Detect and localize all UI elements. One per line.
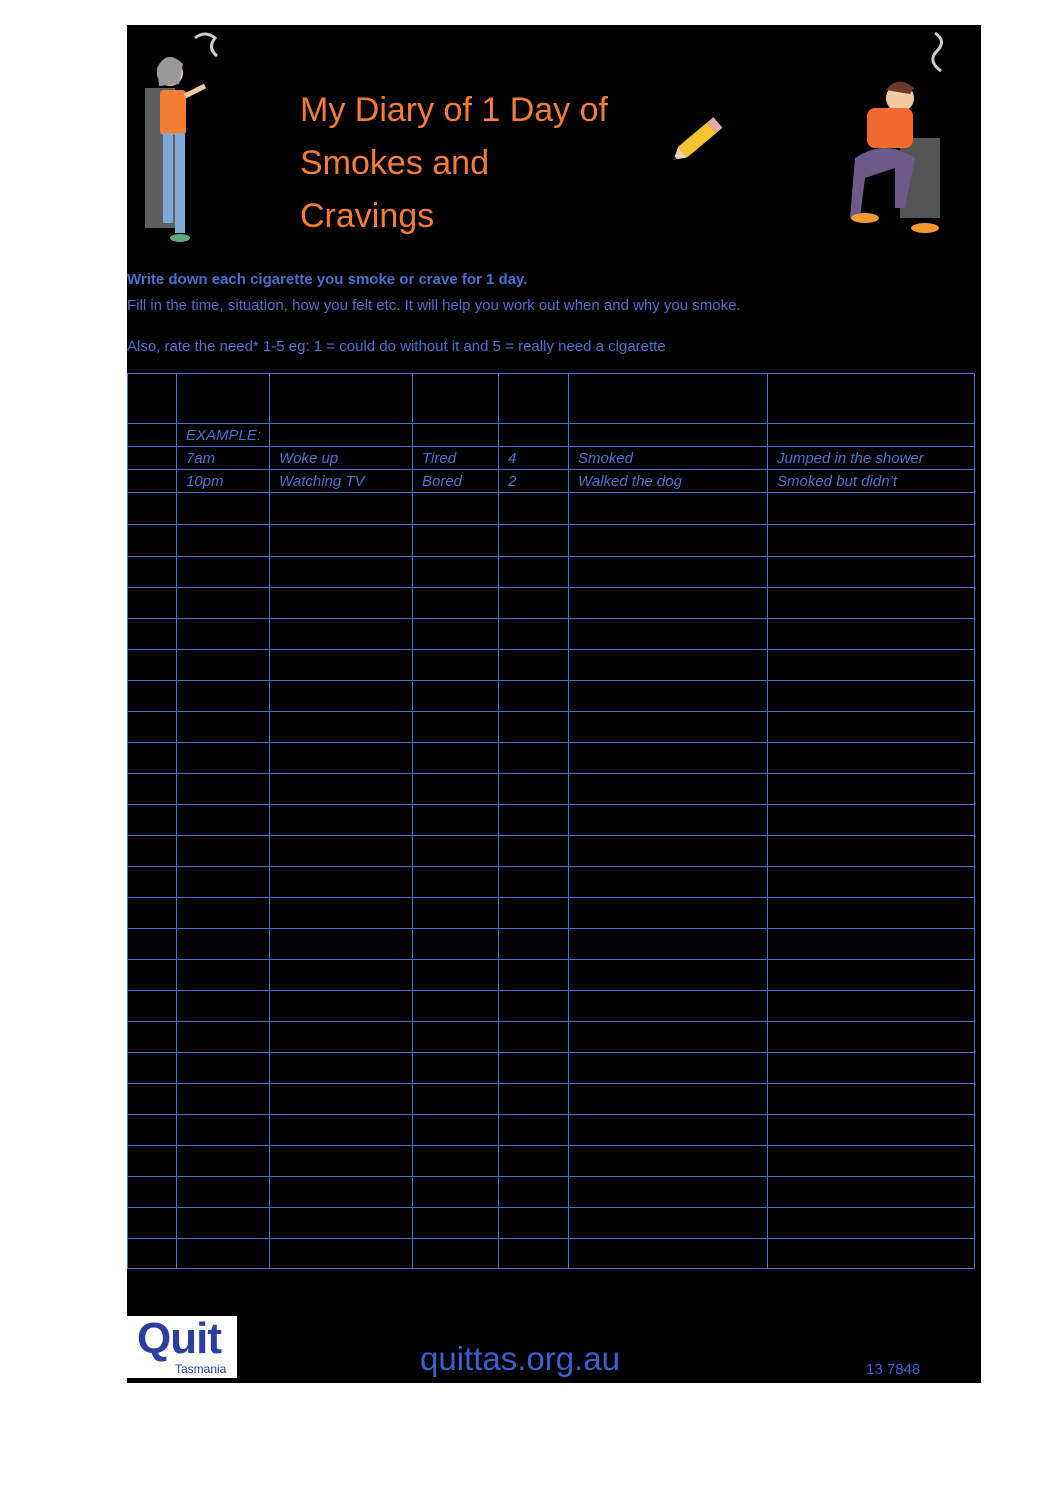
blank-cell[interactable] bbox=[413, 493, 499, 525]
blank-cell[interactable] bbox=[499, 557, 569, 588]
blank-cell[interactable] bbox=[128, 1115, 177, 1146]
blank-cell[interactable] bbox=[499, 774, 569, 805]
blank-cell[interactable] bbox=[413, 1208, 499, 1239]
blank-cell[interactable] bbox=[270, 1239, 413, 1269]
blank-cell[interactable] bbox=[270, 1146, 413, 1177]
header-cell bbox=[413, 374, 499, 424]
blank-cell[interactable] bbox=[768, 493, 975, 525]
blank-cell[interactable] bbox=[768, 1115, 975, 1146]
header-cell bbox=[128, 374, 177, 424]
blank-cell[interactable] bbox=[128, 929, 177, 960]
blank-cell[interactable] bbox=[499, 525, 569, 557]
instruction-line-2: Fill in the time, situation, how you felt etc. It will help you work out when and why you smoke. bbox=[127, 297, 741, 314]
blank-cell[interactable] bbox=[569, 1084, 768, 1115]
blank-cell[interactable] bbox=[768, 867, 975, 898]
blank-cell[interactable] bbox=[499, 1115, 569, 1146]
blank-cell[interactable] bbox=[499, 991, 569, 1022]
blank-cell[interactable] bbox=[413, 681, 499, 712]
blank-cell[interactable] bbox=[270, 1084, 413, 1115]
blank-row bbox=[128, 743, 975, 774]
blank-cell[interactable] bbox=[128, 898, 177, 929]
blank-cell[interactable] bbox=[569, 493, 768, 525]
blank-row bbox=[128, 1146, 975, 1177]
blank-cell[interactable] bbox=[768, 1022, 975, 1053]
woman-smoking-illustration bbox=[135, 28, 245, 248]
blank-cell[interactable] bbox=[569, 805, 768, 836]
blank-row bbox=[128, 898, 975, 929]
blank-cell[interactable] bbox=[177, 712, 270, 743]
blank-cell[interactable] bbox=[499, 898, 569, 929]
blank-cell[interactable] bbox=[499, 1146, 569, 1177]
blank-cell[interactable] bbox=[270, 588, 413, 619]
blank-cell[interactable] bbox=[569, 774, 768, 805]
blank-row bbox=[128, 867, 975, 898]
blank-cell[interactable] bbox=[569, 1239, 768, 1269]
blank-cell[interactable] bbox=[177, 1208, 270, 1239]
blank-cell[interactable] bbox=[128, 867, 177, 898]
blank-cell[interactable] bbox=[413, 1177, 499, 1208]
blank-cell[interactable] bbox=[413, 991, 499, 1022]
blank-row bbox=[128, 1022, 975, 1053]
blank-cell[interactable] bbox=[768, 1053, 975, 1084]
blank-cell[interactable] bbox=[413, 650, 499, 681]
blank-cell[interactable] bbox=[128, 1177, 177, 1208]
blank-cell[interactable] bbox=[128, 836, 177, 867]
blank-cell[interactable] bbox=[270, 493, 413, 525]
example-label-row bbox=[128, 424, 975, 447]
example-feeling: Bored bbox=[413, 470, 499, 493]
example-label: EXAMPLE: bbox=[177, 424, 270, 447]
website-link[interactable]: quittas.org.au bbox=[420, 1340, 620, 1377]
blank-cell[interactable] bbox=[499, 650, 569, 681]
blank-cell[interactable] bbox=[569, 1208, 768, 1239]
blank-cell[interactable] bbox=[128, 525, 177, 557]
blank-cell[interactable] bbox=[768, 619, 975, 650]
quit-tasmania-logo bbox=[127, 1316, 237, 1378]
blank-cell[interactable] bbox=[270, 525, 413, 557]
blank-cell[interactable] bbox=[413, 588, 499, 619]
blank-cell[interactable] bbox=[499, 1208, 569, 1239]
blank-cell[interactable] bbox=[499, 493, 569, 525]
blank-row bbox=[128, 493, 975, 525]
blank-cell[interactable] bbox=[270, 681, 413, 712]
header-cell bbox=[177, 374, 270, 424]
blank-cell[interactable] bbox=[569, 1022, 768, 1053]
blank-cell[interactable] bbox=[768, 991, 975, 1022]
blank-cell[interactable] bbox=[128, 1053, 177, 1084]
blank-cell[interactable] bbox=[413, 805, 499, 836]
blank-row bbox=[128, 836, 975, 867]
blank-cell[interactable] bbox=[569, 588, 768, 619]
blank-cell[interactable] bbox=[768, 525, 975, 557]
blank-row bbox=[128, 929, 975, 960]
blank-cell[interactable] bbox=[569, 1146, 768, 1177]
man-smoking-illustration bbox=[845, 28, 955, 243]
blank-cell[interactable] bbox=[413, 557, 499, 588]
header-cell bbox=[499, 374, 569, 424]
blank-cell[interactable] bbox=[177, 805, 270, 836]
blank-row bbox=[128, 1177, 975, 1208]
blank-cell[interactable] bbox=[270, 1053, 413, 1084]
blank-cell[interactable] bbox=[413, 619, 499, 650]
blank-cell[interactable] bbox=[569, 898, 768, 929]
blank-cell[interactable] bbox=[128, 991, 177, 1022]
blank-cell[interactable] bbox=[413, 960, 499, 991]
title-line-1: My Diary of 1 Day of bbox=[300, 91, 608, 129]
blank-cell[interactable] bbox=[128, 650, 177, 681]
blank-cell[interactable] bbox=[270, 991, 413, 1022]
blank-cell[interactable] bbox=[768, 805, 975, 836]
title-line-3: Cravings bbox=[300, 197, 435, 235]
blank-row bbox=[128, 805, 975, 836]
blank-row bbox=[128, 619, 975, 650]
blank-cell[interactable] bbox=[177, 1115, 270, 1146]
blank-cell[interactable] bbox=[569, 929, 768, 960]
blank-cell[interactable] bbox=[499, 1022, 569, 1053]
example-time: 10pm bbox=[177, 470, 270, 493]
blank-cell[interactable] bbox=[768, 743, 975, 774]
blank-row bbox=[128, 774, 975, 805]
blank-cell[interactable] bbox=[270, 960, 413, 991]
example-situation: Woke up bbox=[270, 447, 413, 470]
blank-cell[interactable] bbox=[499, 712, 569, 743]
blank-cell[interactable] bbox=[499, 588, 569, 619]
blank-cell[interactable] bbox=[499, 960, 569, 991]
blank-cell[interactable] bbox=[177, 525, 270, 557]
blank-cell[interactable] bbox=[413, 1115, 499, 1146]
blank-cell[interactable] bbox=[413, 1146, 499, 1177]
blank-cell[interactable] bbox=[499, 836, 569, 867]
instruction-line-1: Write down each cigarette you smoke or crave for 1 day. bbox=[127, 271, 528, 288]
blank-cell[interactable] bbox=[177, 1177, 270, 1208]
blank-cell[interactable] bbox=[569, 743, 768, 774]
example-note: Jumped in the shower bbox=[768, 447, 975, 470]
blank-cell[interactable] bbox=[569, 991, 768, 1022]
blank-row bbox=[128, 1239, 975, 1269]
blank-cell[interactable] bbox=[569, 650, 768, 681]
blank-cell[interactable] bbox=[128, 1208, 177, 1239]
blank-cell[interactable] bbox=[128, 960, 177, 991]
blank-cell[interactable] bbox=[768, 960, 975, 991]
blank-cell[interactable] bbox=[270, 1115, 413, 1146]
blank-row bbox=[128, 681, 975, 712]
blank-cell[interactable] bbox=[569, 681, 768, 712]
blank-cell[interactable] bbox=[413, 712, 499, 743]
blank-cell[interactable] bbox=[128, 493, 177, 525]
blank-row bbox=[128, 525, 975, 557]
blank-cell[interactable] bbox=[499, 1239, 569, 1269]
blank-cell[interactable] bbox=[569, 1053, 768, 1084]
blank-cell[interactable] bbox=[413, 1053, 499, 1084]
example-row bbox=[128, 447, 975, 470]
blank-cell[interactable] bbox=[768, 1239, 975, 1269]
blank-cell[interactable] bbox=[569, 960, 768, 991]
blank-cell[interactable] bbox=[569, 525, 768, 557]
blank-cell[interactable] bbox=[270, 774, 413, 805]
example-situation: Watching TV bbox=[270, 470, 413, 493]
blank-cell[interactable] bbox=[413, 743, 499, 774]
blank-row bbox=[128, 960, 975, 991]
example-row bbox=[128, 470, 975, 493]
blank-cell[interactable] bbox=[128, 681, 177, 712]
blank-rows bbox=[128, 493, 975, 1269]
example-time: 7am bbox=[177, 447, 270, 470]
blank-cell[interactable] bbox=[177, 1239, 270, 1269]
blank-cell[interactable] bbox=[768, 712, 975, 743]
blank-cell[interactable] bbox=[569, 1115, 768, 1146]
blank-cell[interactable] bbox=[413, 898, 499, 929]
blank-cell[interactable] bbox=[177, 1053, 270, 1084]
example-action: Smoked bbox=[569, 447, 768, 470]
blank-cell[interactable] bbox=[177, 493, 270, 525]
blank-cell[interactable] bbox=[569, 557, 768, 588]
diary-table bbox=[127, 373, 975, 1269]
header-cell bbox=[768, 374, 975, 424]
blank-cell[interactable] bbox=[413, 867, 499, 898]
blank-cell[interactable] bbox=[413, 929, 499, 960]
blank-cell[interactable] bbox=[270, 1177, 413, 1208]
blank-cell[interactable] bbox=[177, 650, 270, 681]
blank-row bbox=[128, 1084, 975, 1115]
blank-cell[interactable] bbox=[270, 619, 413, 650]
blank-cell[interactable] bbox=[499, 619, 569, 650]
blank-cell[interactable] bbox=[413, 1084, 499, 1115]
blank-row bbox=[128, 650, 975, 681]
pencil-icon bbox=[670, 108, 732, 168]
blank-cell[interactable] bbox=[177, 743, 270, 774]
blank-cell[interactable] bbox=[413, 525, 499, 557]
blank-row bbox=[128, 557, 975, 588]
blank-cell[interactable] bbox=[270, 743, 413, 774]
blank-cell[interactable] bbox=[177, 1022, 270, 1053]
blank-cell[interactable] bbox=[128, 619, 177, 650]
blank-cell[interactable] bbox=[128, 1022, 177, 1053]
instruction-line-3: Also, rate the need* 1-5 eg: 1 = could do without it and 5 = really need a cigarette bbox=[127, 338, 666, 355]
blank-cell[interactable] bbox=[177, 774, 270, 805]
blank-cell[interactable] bbox=[768, 681, 975, 712]
example-action: Walked the dog bbox=[569, 470, 768, 493]
blank-cell[interactable] bbox=[177, 836, 270, 867]
phone-number: 13 7848 bbox=[866, 1361, 921, 1378]
logo-text: Quit bbox=[137, 1314, 221, 1363]
blank-row bbox=[128, 991, 975, 1022]
blank-cell[interactable] bbox=[499, 1084, 569, 1115]
blank-cell[interactable] bbox=[177, 681, 270, 712]
blank-cell[interactable] bbox=[768, 898, 975, 929]
blank-cell[interactable] bbox=[768, 557, 975, 588]
example-feeling: Tired bbox=[413, 447, 499, 470]
blank-cell[interactable] bbox=[128, 774, 177, 805]
logo-subtext: Tasmania bbox=[175, 1362, 227, 1376]
blank-cell[interactable] bbox=[768, 1177, 975, 1208]
title-line-2: Smokes and bbox=[300, 144, 489, 182]
blank-cell[interactable] bbox=[270, 1208, 413, 1239]
blank-row bbox=[128, 1208, 975, 1239]
blank-cell[interactable] bbox=[499, 1177, 569, 1208]
blank-cell[interactable] bbox=[177, 960, 270, 991]
header-cell bbox=[270, 374, 413, 424]
blank-cell[interactable] bbox=[128, 1146, 177, 1177]
blank-cell[interactable] bbox=[768, 836, 975, 867]
page-title bbox=[300, 84, 670, 243]
blank-cell[interactable] bbox=[499, 929, 569, 960]
blank-cell[interactable] bbox=[177, 929, 270, 960]
blank-cell[interactable] bbox=[270, 867, 413, 898]
blank-cell[interactable] bbox=[177, 557, 270, 588]
blank-cell[interactable] bbox=[270, 712, 413, 743]
blank-cell[interactable] bbox=[177, 867, 270, 898]
blank-cell[interactable] bbox=[177, 1084, 270, 1115]
blank-cell[interactable] bbox=[768, 1208, 975, 1239]
blank-cell[interactable] bbox=[569, 1177, 768, 1208]
blank-cell[interactable] bbox=[270, 650, 413, 681]
blank-cell[interactable] bbox=[413, 836, 499, 867]
blank-row bbox=[128, 1115, 975, 1146]
blank-cell[interactable] bbox=[177, 619, 270, 650]
blank-cell[interactable] bbox=[177, 991, 270, 1022]
blank-cell[interactable] bbox=[128, 588, 177, 619]
blank-cell[interactable] bbox=[768, 929, 975, 960]
blank-cell[interactable] bbox=[177, 898, 270, 929]
blank-cell[interactable] bbox=[128, 1239, 177, 1269]
blank-cell[interactable] bbox=[499, 805, 569, 836]
blank-cell[interactable] bbox=[128, 743, 177, 774]
blank-cell[interactable] bbox=[413, 1239, 499, 1269]
blank-cell[interactable] bbox=[413, 1022, 499, 1053]
blank-cell[interactable] bbox=[768, 588, 975, 619]
blank-cell[interactable] bbox=[499, 1053, 569, 1084]
blank-cell[interactable] bbox=[768, 774, 975, 805]
blank-cell[interactable] bbox=[270, 805, 413, 836]
blank-cell[interactable] bbox=[569, 712, 768, 743]
blank-cell[interactable] bbox=[270, 898, 413, 929]
blank-cell[interactable] bbox=[270, 1022, 413, 1053]
blank-cell[interactable] bbox=[128, 805, 177, 836]
table-header-row bbox=[128, 374, 975, 424]
blank-cell[interactable] bbox=[499, 743, 569, 774]
blank-cell[interactable] bbox=[270, 557, 413, 588]
blank-cell[interactable] bbox=[569, 619, 768, 650]
blank-cell[interactable] bbox=[768, 1146, 975, 1177]
blank-row bbox=[128, 1053, 975, 1084]
blank-cell[interactable] bbox=[128, 1084, 177, 1115]
blank-cell[interactable] bbox=[128, 712, 177, 743]
example-need: 4 bbox=[499, 447, 569, 470]
example-need: 2 bbox=[499, 470, 569, 493]
blank-cell[interactable] bbox=[569, 836, 768, 867]
blank-row bbox=[128, 712, 975, 743]
blank-cell[interactable] bbox=[768, 650, 975, 681]
blank-cell[interactable] bbox=[499, 867, 569, 898]
blank-cell[interactable] bbox=[270, 836, 413, 867]
blank-cell[interactable] bbox=[569, 867, 768, 898]
blank-cell[interactable] bbox=[499, 681, 569, 712]
blank-row bbox=[128, 588, 975, 619]
blank-cell[interactable] bbox=[128, 557, 177, 588]
example-note: Smoked but didn’t bbox=[768, 470, 975, 493]
blank-cell[interactable] bbox=[413, 774, 499, 805]
blank-cell[interactable] bbox=[768, 1084, 975, 1115]
blank-cell[interactable] bbox=[177, 588, 270, 619]
blank-cell[interactable] bbox=[270, 929, 413, 960]
header-cell bbox=[569, 374, 768, 424]
blank-cell[interactable] bbox=[177, 1146, 270, 1177]
